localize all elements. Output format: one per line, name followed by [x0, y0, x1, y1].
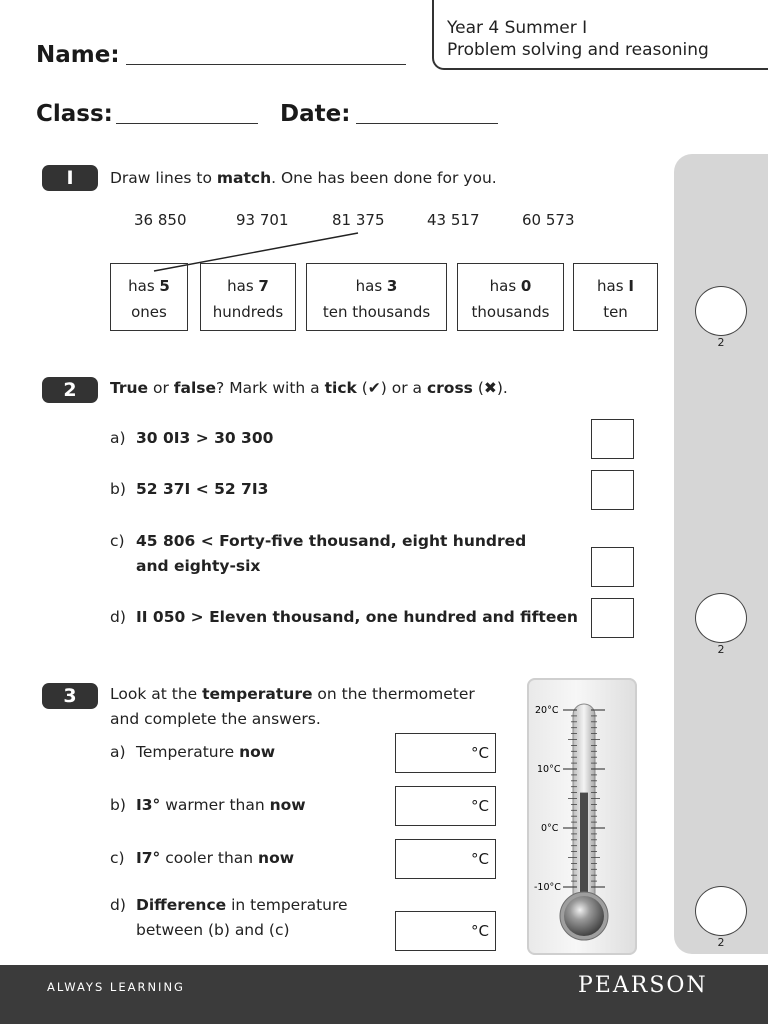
- answer-box-d[interactable]: [591, 598, 634, 638]
- answer-box-cooler[interactable]: °C: [395, 839, 496, 879]
- match-box-ones[interactable]: has 5 ones: [110, 263, 188, 331]
- part-a-label: a) Temperature now: [110, 743, 276, 761]
- tick-label-minus-10: -10°C: [534, 882, 561, 893]
- statement-b: b) 52 37I < 52 7I3: [110, 480, 269, 498]
- part-c-label: c) I7° cooler than now: [110, 849, 295, 867]
- publisher-logo: PEARSON: [578, 973, 708, 998]
- part-d-label-line2: between (b) and (c): [136, 921, 290, 939]
- statement-d: d) II 050 > Eleven thousand, one hundred and fifteen: [110, 608, 578, 626]
- number-option-1: 36 850: [134, 211, 187, 229]
- question-3-badge: 3: [42, 683, 98, 709]
- statement-c: c) 45 806 < Forty-five thousand, eight hundred: [110, 532, 527, 550]
- tick-label-10: 10°C: [537, 764, 561, 775]
- tick-label-0: 0°C: [541, 823, 559, 834]
- example-match-line: [0, 0, 768, 300]
- question-3-prompt: Look at the temperature on the thermometer: [110, 685, 475, 703]
- part-d-label: d) Difference in temperature: [110, 896, 348, 914]
- question-1-badge: I: [42, 165, 98, 191]
- mark-circle-q2[interactable]: [695, 593, 747, 643]
- thermometer: [527, 678, 637, 955]
- class-label: Class:: [36, 101, 113, 127]
- answer-box-a[interactable]: [591, 419, 634, 459]
- part-b-label: b) I3° warmer than now: [110, 796, 306, 814]
- question-2-prompt: True or false? Mark with a tick (✔) or a cross (✖).: [110, 379, 508, 397]
- statement-a: a) 30 0I3 > 30 300: [110, 429, 274, 447]
- mark-total-q2: 2: [717, 643, 725, 656]
- number-option-4: 43 517: [427, 211, 480, 229]
- question-2-badge: 2: [42, 377, 98, 403]
- answer-box-c[interactable]: [591, 547, 634, 587]
- date-label: Date:: [280, 101, 351, 127]
- header-subject: Problem solving and reasoning: [447, 40, 709, 60]
- statement-c-line2: and eighty-six: [136, 557, 261, 575]
- number-option-5: 60 573: [522, 211, 575, 229]
- answer-box-warmer[interactable]: °C: [395, 786, 496, 826]
- answer-box-difference[interactable]: °C: [395, 911, 496, 951]
- match-box-thousands[interactable]: has 0 thousands: [457, 263, 564, 331]
- footer-tagline: ALWAYS LEARNING: [47, 980, 185, 994]
- mark-total-q3: 2: [717, 936, 725, 949]
- number-option-2: 93 701: [236, 211, 289, 229]
- match-box-ten-thousands[interactable]: has 3 ten thousands: [306, 263, 447, 331]
- tick-label-20: 20°C: [535, 705, 559, 716]
- answer-box-temp-now[interactable]: °C: [395, 733, 496, 773]
- name-label: Name:: [36, 42, 120, 68]
- mark-total-q1: 2: [717, 336, 725, 349]
- question-1-prompt: Draw lines to match. One has been done for you.: [110, 169, 497, 187]
- question-3-prompt-line2: and complete the answers.: [110, 710, 321, 728]
- mark-circle-q3[interactable]: [695, 886, 747, 936]
- match-box-hundreds[interactable]: has 7 hundreds: [200, 263, 296, 331]
- number-option-3: 81 375: [332, 211, 385, 229]
- header-year: Year 4 Summer I: [447, 18, 588, 38]
- answer-box-b[interactable]: [591, 470, 634, 510]
- match-box-ten[interactable]: has I ten: [573, 263, 658, 331]
